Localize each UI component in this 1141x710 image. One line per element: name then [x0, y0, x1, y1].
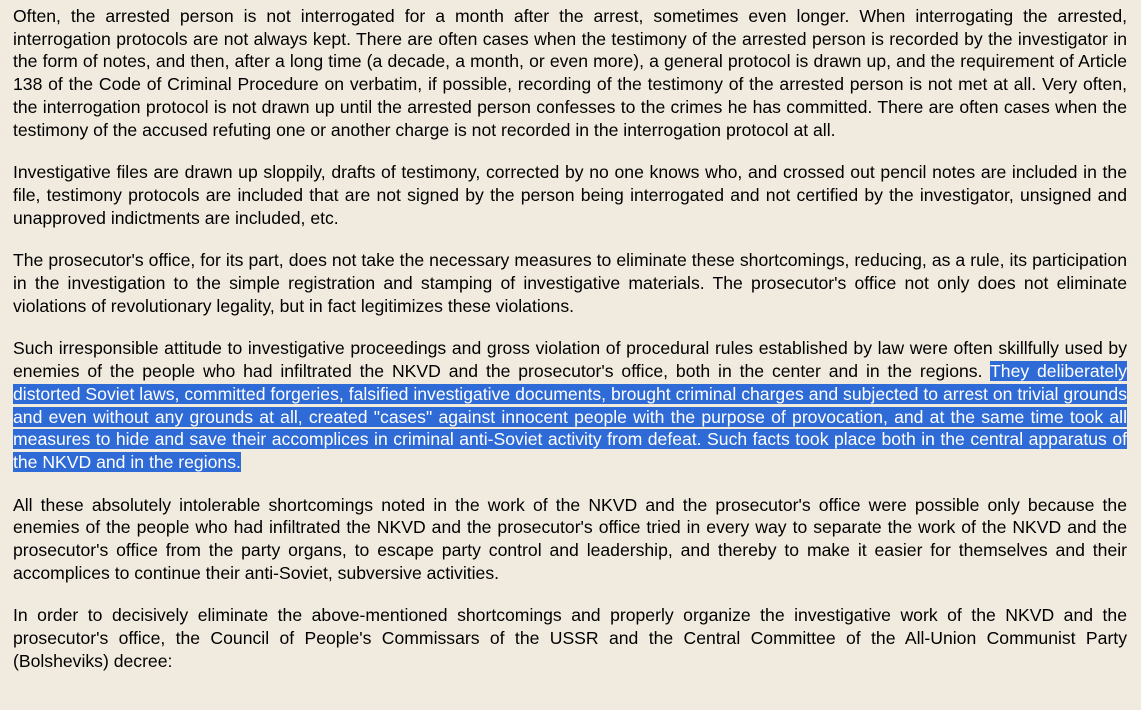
paragraph-intolerable-shortcomings: All these absolutely intolerable shortcomings noted in the work of the NKVD and the prosecutor's office were possible only because the enemies of the people who had infiltrated the NKVD and the prosecutor's office tried in every way to separate the work of the NKVD and the prosecutor's office from the party organs, to escape party control and leadership, and thereby to make it easier for themselves and their accomplices to continue their anti-Soviet, subversive activities. — [13, 494, 1127, 583]
paragraph-decree: In order to decisively eliminate the above-mentioned shortcomings and properly organize the investigative work of the NKVD and the prosecutor's office, the Council of People's Commissars of the USSR and the Central Committee of the All-Union Communist Party (Bolsheviks) decree: — [13, 605, 1127, 671]
paragraph-prosecutors-office: The prosecutor's office, for its part, does not take the necessary measures to eliminate these shortcomings, reducing, as a rule, its participation in the investigation to the simple registration and stamping of investigative materials. The prosecutor's office not only does not eliminate violations of revolutionary legality, but in fact legitimizes these violations. — [13, 250, 1127, 316]
paragraph-text-unselected: Such irresponsible attitude to investigative proceedings and gross violation of procedural rules established by law were often skillfully used by enemies of the people who had infiltrated the NKVD and the prosecutor's office, both in the center and in the regions. — [13, 338, 1127, 382]
selected-text-highlight[interactable]: They deliberately distorted Soviet laws, committed forgeries, falsified investigative documents, brought criminal charges and subjected to arrest on trivial grounds and even without any grounds at all, created "cases" against innocent people with the purpose of provocation, and at the same time took all measures to hide and save their accomplices in criminal anti-Soviet activity from defeat. Such facts took place both in the central apparatus of the NKVD and in the regions. — [13, 361, 1128, 472]
paragraph-enemies-of-the-people — [13, 337, 1127, 473]
paragraph-investigative-files: Investigative files are drawn up sloppily, drafts of testimony, corrected by no one knows who, and crossed out pencil notes are included in the file, testimony protocols are included that are not signed by the person being interrogated and not certified by the investigator, unsigned and unapproved indictments are included, etc. — [13, 162, 1127, 228]
paragraph-interrogation: Often, the arrested person is not interrogated for a month after the arrest, sometimes even longer. When interrogating the arrested, interrogation protocols are not always kept. There are often cases when the testimony of the arrested person is recorded by the investigator in the form of notes, and then, after a long time (a decade, a month, or even more), a general protocol is drawn up, and the requirement of Article 138 of the Code of Criminal Procedure on verbatim, if possible, recording of the testimony of the arrested person is not met at all. Very often, the interrogation protocol is not drawn up until the arrested person confesses to the crimes he has committed. There are often cases when the testimony of the accused refuting one or another charge is not recorded in the interrogation protocol at all. — [13, 6, 1127, 140]
